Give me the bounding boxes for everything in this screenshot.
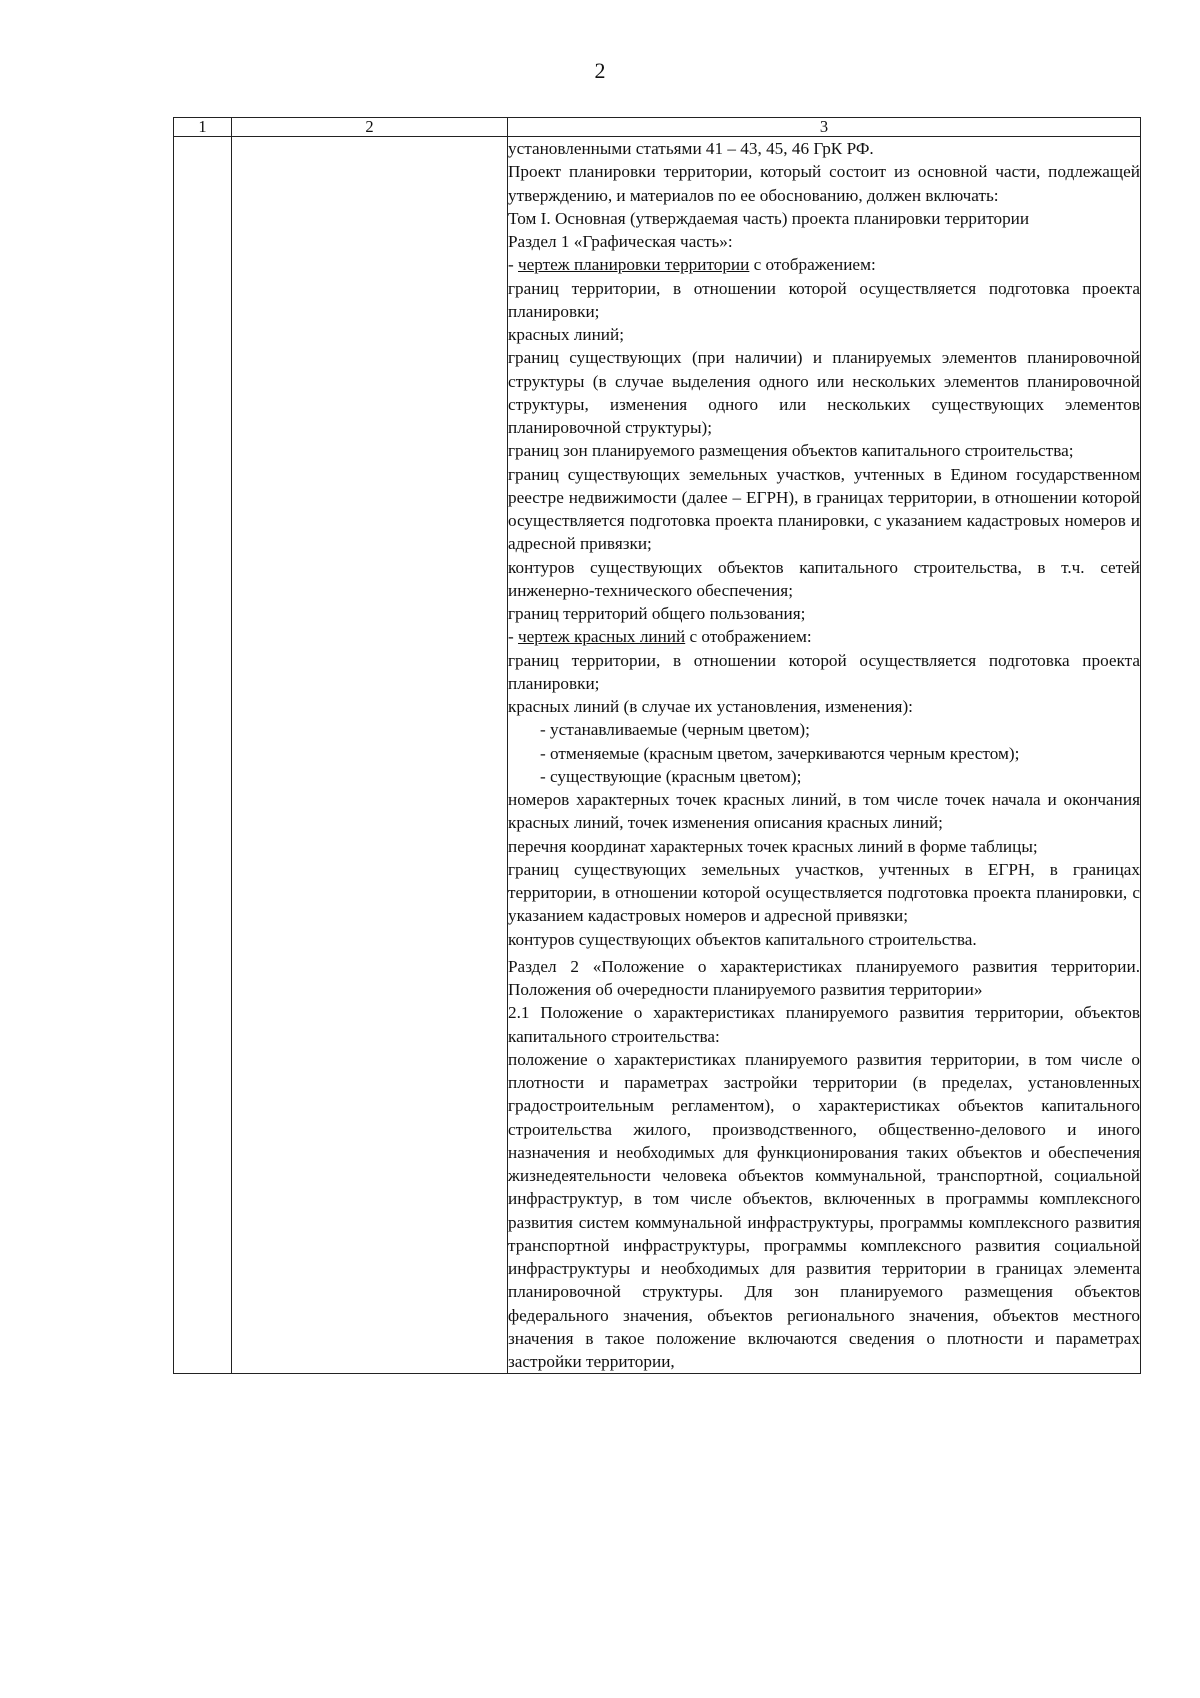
text-paragraph [508, 742, 1140, 765]
text-paragraph [508, 835, 1140, 858]
text-paragraph [508, 137, 1140, 160]
text-paragraph [508, 788, 1140, 835]
text-paragraph [508, 695, 1140, 718]
paragraph-text: - существующие (красным цветом); [540, 766, 802, 786]
cell-text-content [508, 137, 1140, 1373]
paragraph-text: перечня координат характерных точек красных линий в форме таблицы; [508, 836, 1038, 856]
paragraph-text: красных линий (в случае их установления, изменения): [508, 697, 913, 716]
paragraph-text: контуров существующих объектов капитального строительства. [508, 929, 977, 949]
text-paragraph [508, 602, 1140, 625]
paragraph-text: контуров существующих объектов капитального строительства, в т.ч. сетей инженерно-технического обеспечения; [508, 557, 1140, 600]
table-cell-col1 [174, 137, 232, 1374]
column-header-1: 1 [174, 118, 232, 137]
document-table [173, 117, 1141, 1374]
table-cell-col2 [232, 137, 508, 1374]
text-paragraph [508, 955, 1140, 1002]
list-dash: - [508, 627, 519, 647]
column-header-2: 2 [232, 118, 508, 137]
text-paragraph [508, 253, 1140, 276]
paragraph-text: границ территории, в отношении которой осуществляется подготовка проекта планировки; [508, 650, 1140, 693]
paragraph-text: границ территории, в отношении которой осуществляется подготовка проекта планировки; [508, 278, 1140, 321]
paragraph-text: - отменяемые (красным цветом, зачеркиваются черным крестом); [540, 743, 1020, 763]
paragraph-text: с отображением: [749, 255, 876, 275]
paragraph-text: Раздел 2 «Положение о характеристиках планируемого развития территории. Положения об очередности планируемого развития территории» [508, 956, 1140, 999]
text-paragraph [508, 858, 1140, 928]
table-cell-col3 [508, 137, 1141, 1374]
paragraph-text: с отображением: [685, 627, 812, 647]
text-paragraph [508, 1048, 1140, 1374]
paragraph-text: границ существующих земельных участков, учтенных в ЕГРН, в границах территории, в отношении которой осуществляется подготовка проекта планировки, с указанием кадастровых номеров и адресной привязки; [508, 859, 1140, 926]
text-paragraph [508, 1001, 1140, 1048]
paragraph-text: границ территорий общего пользования; [508, 604, 806, 623]
text-paragraph [508, 765, 1140, 788]
text-paragraph [508, 323, 1140, 346]
paragraph-text: номеров характерных точек красных линий, в том числе точек начала и окончания красных линий, точек изменения описания красных линий; [508, 790, 1140, 833]
text-paragraph [508, 718, 1140, 741]
paragraph-text: границ зон планируемого размещения объектов капитального строительства; [508, 441, 1074, 461]
text-paragraph [508, 625, 1140, 648]
paragraph-text: Проект планировки территории, который состоит из основной части, подлежащей утверждению, и материалов по ее обоснованию, должен включать: [508, 162, 1140, 205]
table-header-row [174, 118, 1141, 137]
text-paragraph [508, 207, 1140, 230]
paragraph-text: 2.1 Положение о характеристиках планируемого развития территории, объектов капитального строительства: [508, 1003, 1140, 1046]
paragraph-text: красных линий; [508, 325, 624, 344]
paragraph-text: границ существующих земельных участков, учтенных в Едином государственном реестре недвижимости (далее – ЕГРН), в границах территории, в отношении которой осуществляется подготовка проекта планировки, с указанием кадастровых номеров и адресной привязки; [508, 464, 1140, 554]
paragraph-text: границ существующих (при наличии) и планируемых элементов планировочной структуры (в случае выделения одного или нескольких элементов планировочной структуры, изменения одного или нескольких существующих элементов планировочной структуры); [508, 348, 1140, 437]
text-paragraph [508, 277, 1140, 324]
text-paragraph [508, 463, 1140, 556]
text-paragraph [508, 928, 1140, 951]
paragraph-text: Том I. Основная (утверждаемая часть) проекта планировки территории [508, 208, 1030, 228]
text-paragraph [508, 439, 1140, 462]
paragraph-text: Раздел 1 «Графическая часть»: [508, 232, 733, 251]
paragraph-text: установленными статьями 41 – 43, 45, 46 ГрК РФ. [508, 139, 874, 158]
list-dash: - [508, 255, 519, 275]
column-header-3: 3 [508, 118, 1141, 137]
text-paragraph [508, 649, 1140, 696]
paragraph-text: положение о характеристиках планируемого развития территории, в том числе о плотности и параметрах застройки территории (в пределах, установленных градостроительным регламентом), о характеристиках объектов капитального строительства жилого, производственного, общественно-делового и иного назначения и необходимых для функционирования таких объектов и обеспечения жизнедеятельности человека объектов коммунальной, транспортной, социальной инфраструктур, в том числе объектов, включенных в программы комплексного развития систем коммунальной инфраструктуры, программы комплексного развития транспортной инфраструктуры, программы комплексного развития социальной инфраструктуры и необходимых для развития территории в границах элемента планировочной структуры. Для зон планируемого размещения объектов федерального значения, объектов регионального значения, объектов местного значения в такое положение включаются сведения о плотности и параметрах застройки территории, [508, 1049, 1140, 1371]
text-paragraph [508, 160, 1140, 207]
paragraph-text: - устанавливаемые (черным цветом); [540, 720, 810, 740]
text-paragraph [508, 230, 1140, 253]
page-number: 2 [594, 58, 606, 83]
underlined-term: чертеж планировки территории [518, 255, 750, 275]
table-row [174, 137, 1141, 1374]
text-paragraph [508, 556, 1140, 603]
text-paragraph [508, 346, 1140, 439]
underlined-term: чертеж красных линий [518, 627, 686, 647]
